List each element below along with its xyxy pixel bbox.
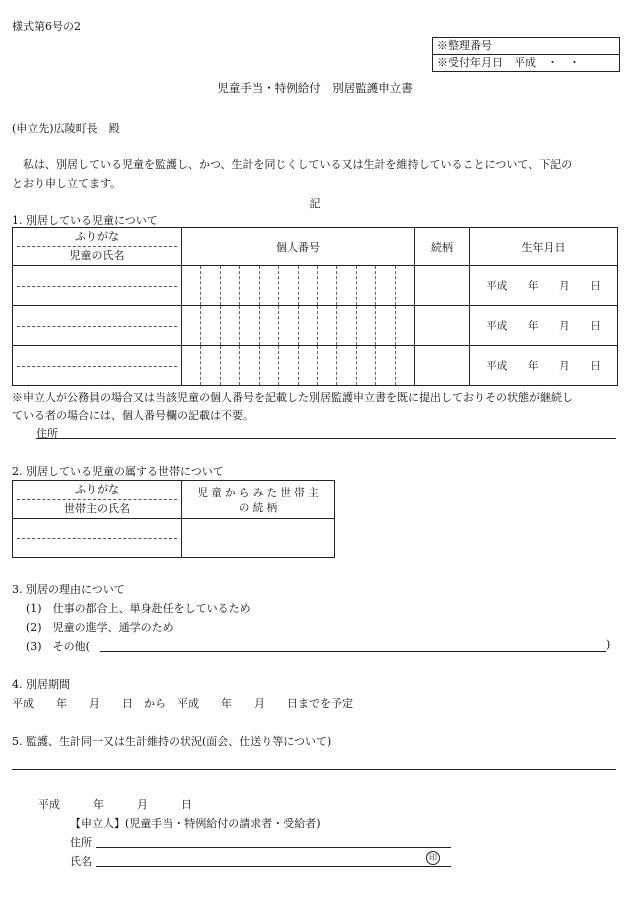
reference-box	[432, 37, 620, 72]
year-label: 年	[527, 360, 539, 372]
householder-relation-field[interactable]	[182, 519, 335, 558]
addressee: (申立先)広陵町長 殿	[12, 122, 120, 135]
birthdate-field[interactable]	[470, 306, 618, 346]
reason-item-1: (1) 仕事の都合上、単身赴任をしているため	[26, 602, 251, 615]
ref-number-field[interactable]: ※整理番号	[437, 39, 492, 52]
relation-field[interactable]	[415, 346, 470, 386]
form-id: 様式第6号の2	[12, 20, 81, 33]
year-label: 年	[527, 320, 539, 332]
reason-item-2: (2) 児童の進学、通学のため	[26, 621, 174, 634]
month-label: 月	[559, 360, 570, 372]
table-row	[13, 519, 335, 558]
reason-item-3: (3) その他(	[26, 640, 90, 653]
relation-field[interactable]	[415, 266, 470, 306]
situation-line[interactable]	[12, 769, 616, 770]
era-label: 平成	[486, 280, 508, 292]
individual-number-field[interactable]	[182, 266, 415, 306]
section3-heading: 3. 別居の理由について	[12, 583, 125, 596]
ref-date-field[interactable]: ※受付年月日 平成 ・ ・	[433, 54, 619, 71]
document-title: 児童手当・特例給付 別居監護申立書	[217, 81, 413, 95]
other-reason-line[interactable]	[100, 651, 606, 652]
day-label: 日	[590, 320, 601, 332]
note-line-1: ※申立人が公務員の場合又は当該児童の個人番号を記載した別居監護申立書を既に提出しておりその状態が継続し	[12, 391, 573, 404]
section2-heading: 2. 別居している児童の属する世帯について	[12, 465, 224, 478]
furigana-header: ふりがな	[75, 230, 119, 243]
section1-heading: 1. 別居している児童について	[12, 214, 158, 227]
year-label: 年	[527, 280, 539, 292]
child-name-field[interactable]	[13, 346, 182, 386]
individual-number-field[interactable]	[182, 306, 415, 346]
intro-line-2: とおり申し立てます。	[12, 177, 122, 190]
seal-mark: 印	[426, 851, 440, 865]
household-table	[12, 480, 335, 558]
day-label: 日	[590, 280, 601, 292]
child-name-header	[13, 228, 182, 266]
householder-relation-label-2: の 続 柄	[238, 501, 278, 514]
child-name-field[interactable]	[13, 306, 182, 346]
children-table	[12, 227, 618, 386]
close-paren: )	[606, 638, 611, 651]
relation-header: 続柄	[415, 228, 470, 266]
householder-relation-header	[182, 481, 335, 519]
child-address-line[interactable]	[36, 438, 616, 439]
birthdate-header: 生年月日	[470, 228, 618, 266]
child-address-label: 住所	[36, 427, 58, 440]
month-label: 月	[559, 280, 570, 292]
section5-heading: 5. 監護、生計同一又は生計維持の状況(面会、仕送り等について)	[12, 735, 332, 748]
individual-number-field[interactable]	[182, 346, 415, 386]
table-row	[13, 306, 618, 346]
table-row	[13, 266, 618, 306]
householder-name-label: 世帯主の氏名	[64, 502, 130, 515]
birthdate-field[interactable]	[470, 346, 618, 386]
householder-name-header	[13, 481, 182, 519]
intro-line-1: 私は、別居している児童を監護し、かつ、生計を同じくしている又は生計を維持していることについて、下記の	[12, 158, 573, 171]
table-row	[13, 346, 618, 386]
furigana-header: ふりがな	[75, 483, 119, 496]
individual-number-header: 個人番号	[182, 228, 415, 266]
applicant-address-line[interactable]	[96, 847, 451, 848]
applicant-name-label: 氏名	[70, 855, 92, 868]
birthdate-field[interactable]	[470, 266, 618, 306]
householder-name-field[interactable]	[13, 519, 182, 558]
applicant-name-line[interactable]	[96, 866, 451, 867]
section4-heading: 4. 別居期間	[12, 678, 70, 691]
note-line-2: ている者の場合には、個人番号欄の記載は不要。	[12, 409, 254, 422]
applicant-address-label: 住所	[70, 836, 92, 849]
era-label: 平成	[486, 360, 508, 372]
applicant-label: 【申立人】(児童手当・特例給付の請求者・受給者)	[70, 817, 321, 830]
relation-field[interactable]	[415, 306, 470, 346]
submission-date[interactable]: 平成 年 月 日	[38, 798, 192, 811]
ki-label: 記	[309, 197, 321, 210]
day-label: 日	[590, 360, 601, 372]
separation-period[interactable]: 平成 年 月 日 から 平成 年 月 日までを予定	[12, 697, 353, 710]
era-label: 平成	[486, 320, 508, 332]
child-name-field[interactable]	[13, 266, 182, 306]
child-name-label: 児童の氏名	[69, 249, 125, 262]
householder-relation-label-1: 児 童 か ら み た 世 帯 主	[197, 486, 319, 499]
month-label: 月	[559, 320, 570, 332]
